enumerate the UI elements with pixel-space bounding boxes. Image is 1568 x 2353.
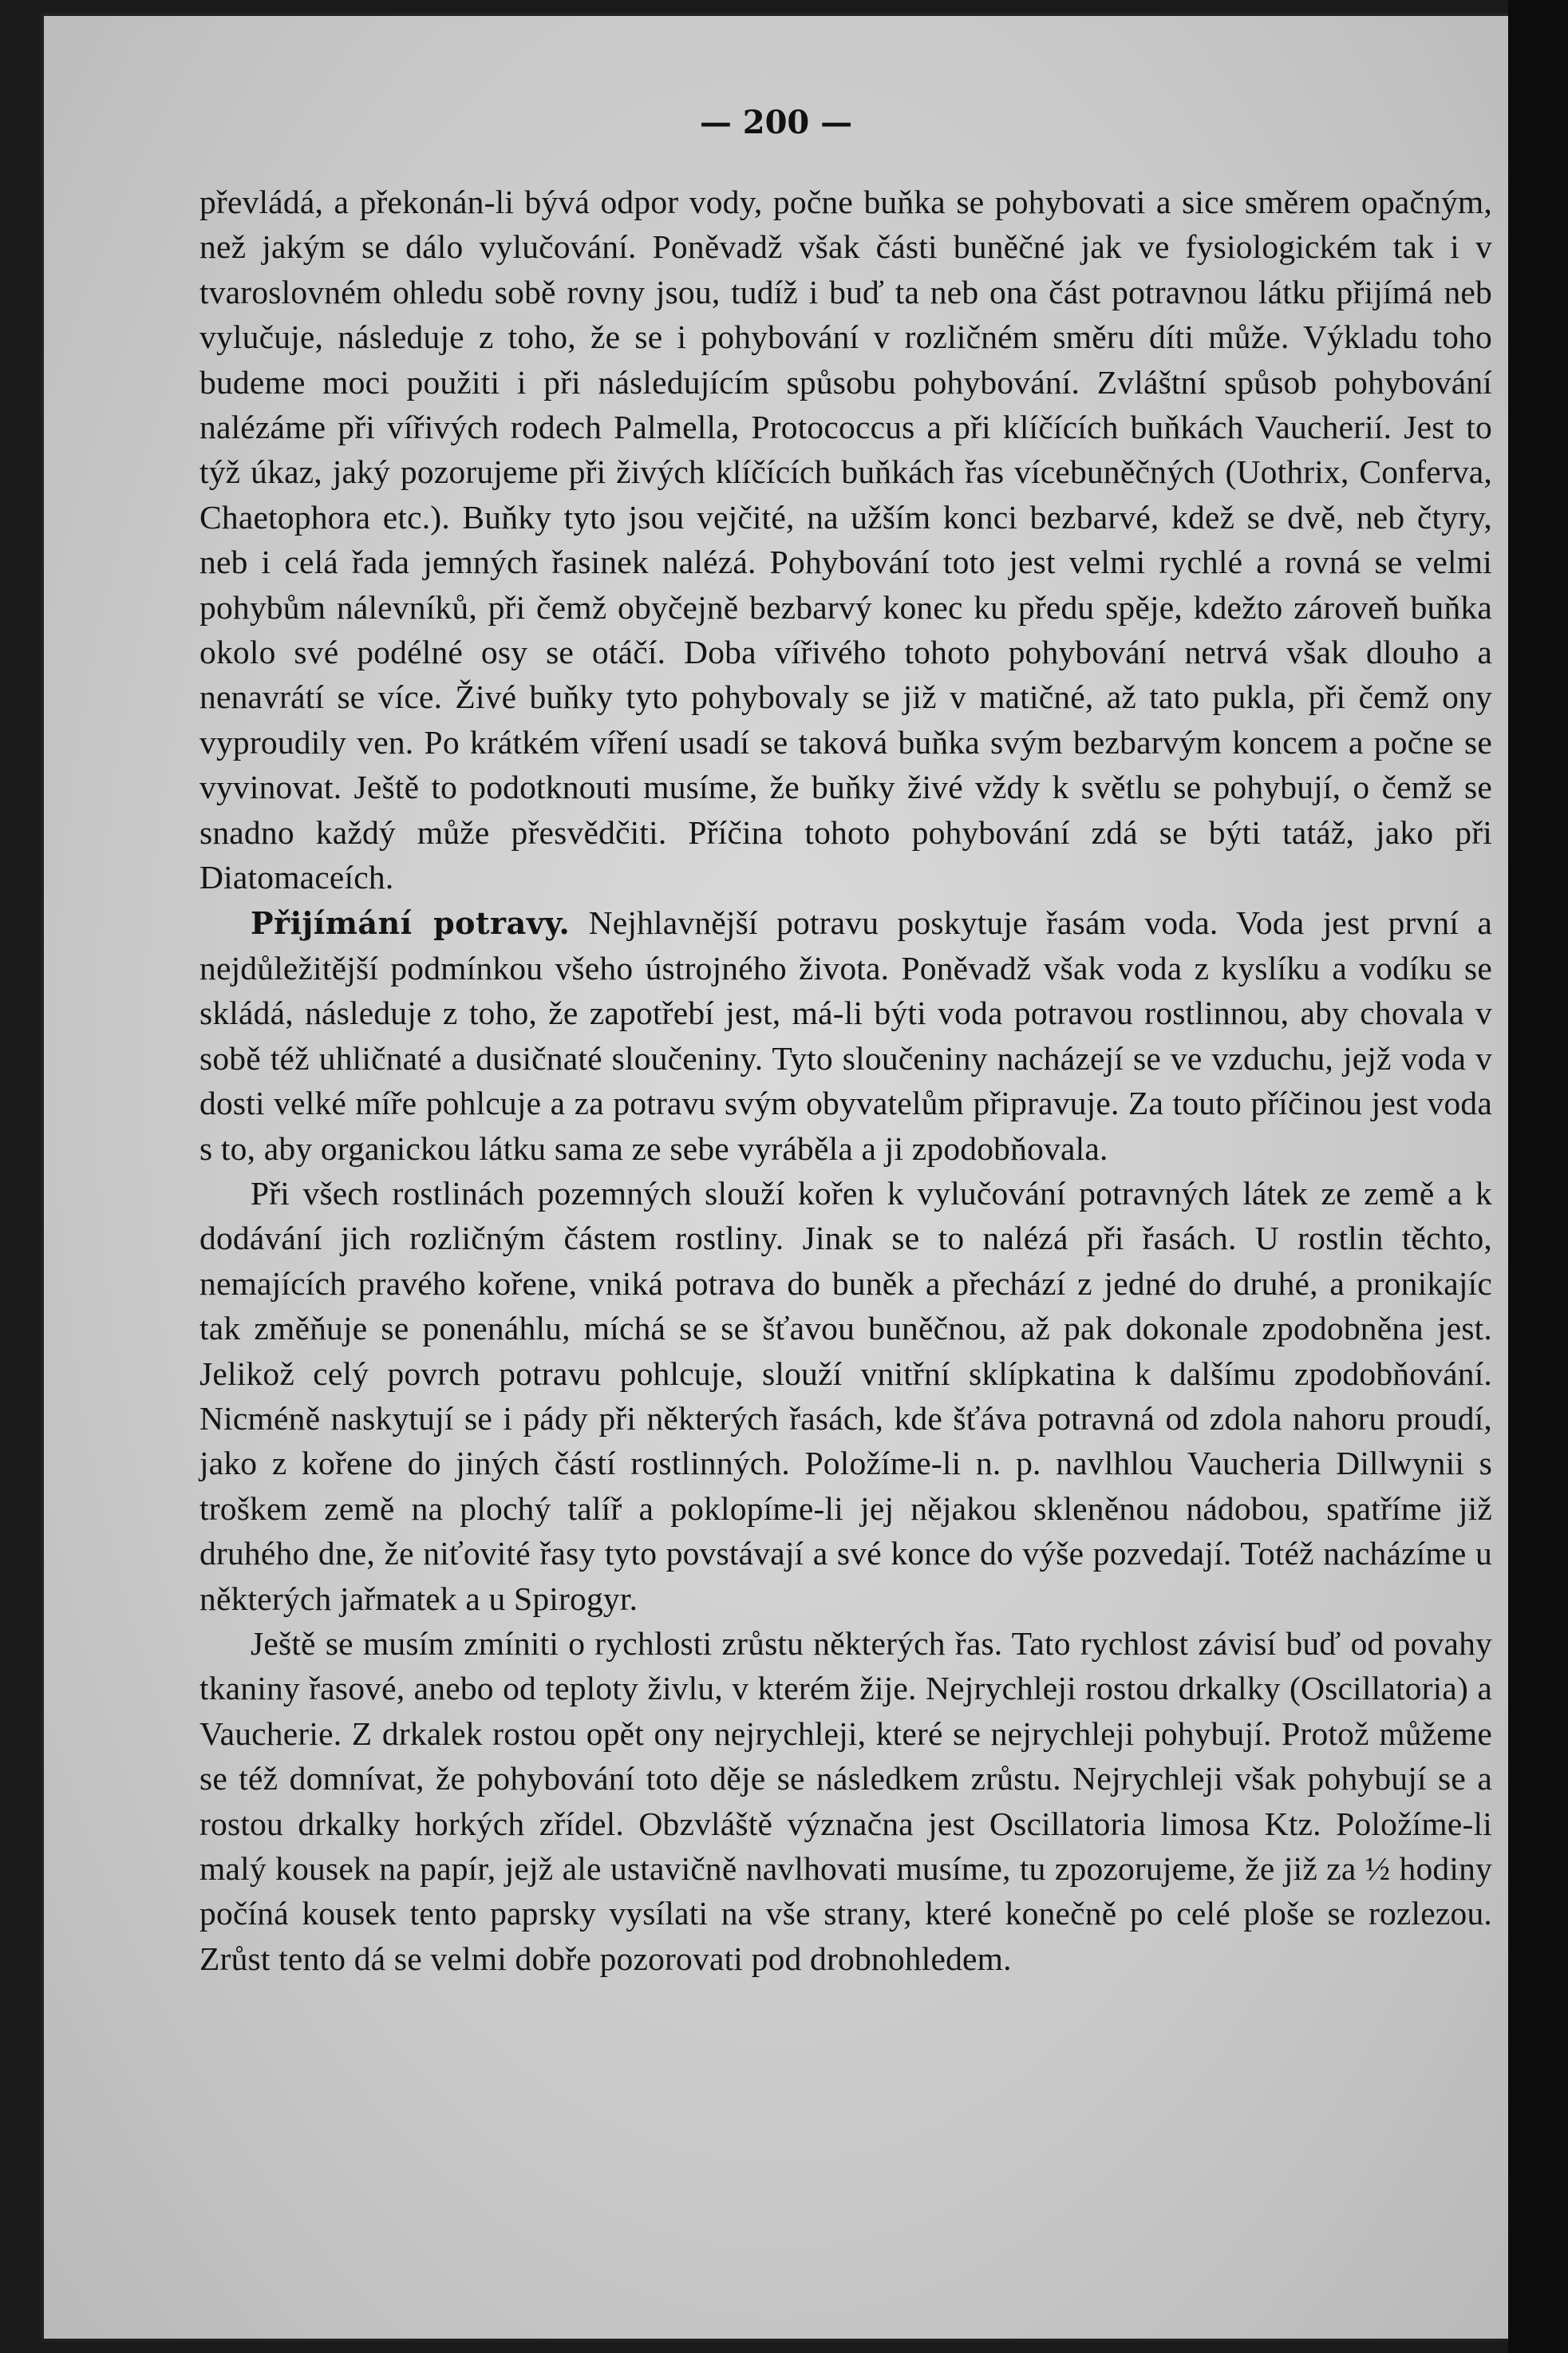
section-first-text: Nejhlavnější potravu poskytuje řasám voda. Voda jest první a nejdůležitější podmínkou všeho ústrojného života. Poněvadž však voda z kyslíku a vodíku se skládá, následuje z toho, že zapotřebí jest, má-li býti voda potravou rostlinnou, aby chovala v sobě též uhličnaté a dusičnaté sloučeniny. Tyto sloučeniny nacházejí se ve vzduchu, jejž voda v dosti velké míře pohlcuje a za potravu svým obyvatelům připravuje. Za touto příčinou jest voda s to, aby organickou látku sama ze sebe vyráběla a ji zpodobňovala.: [199, 904, 1492, 1167]
paragraph-1: převládá, a překonán-li bývá odpor vody, počne buňka se pohybovati a sice směrem opačným, než jakým se dálo vylučování. Poněvadž však části buněčné jak ve fysiologickém tak i v tvaroslovném ohledu sobě rovny jsou, tudíž i buď ta neb ona část potravnou látku přijímá neb vylučuje, následuje z toho, že se i pohybování v rozličném směru díti může. Výkladu toho budeme moci použiti i při následujícím spůsobu pohybování. Zvláštní spůsob pohybování nalézáme při vířivých rodech Palmella, Protococcus a při klíčících buňkách Vaucherií. Jest to týž úkaz, jaký pozorujeme při živých klíčících buňkách řas vícebuněčných (Uothrix, Conferva, Chaetophora etc.). Buňky tyto jsou vejčité, na užším konci bezbarvé, kdež se dvě, neb čtyry, neb i celá řada jemných řasinek nalézá. Pohybování toto jest velmi rychlé a rovná se velmi pohybům nálevníků, při čemž obyčejně bezbarvý konec ku předu spěje, kdežto zároveň buňka okolo své podélné osy se otáčí. Doba vířivého tohoto pohybování netrvá však dlouho a nenavrátí se více. Živé buňky tyto pohybovaly se již v matičné, až tato pukla, při čemž ony vyproudily ven. Po krátkém víření usadí se taková buňka svým bezbarvým koncem a počne se vyvinovat. Ještě to podotknouti musíme, že buňky živé vždy k světlu se pohybují, o čemž se snadno každý může přesvědčiti. Příčina tohoto pohybování zdá se býti tatáž, jako při Diatomaceích.: [199, 184, 1492, 896]
section-heading: Přijímání potravy.: [251, 904, 571, 941]
paragraph-nutrition: [199, 900, 1492, 1171]
scan-edge: [1508, 0, 1568, 2353]
page-number: — 200 —: [699, 104, 853, 141]
paragraph-roots: Při všech rostlinách pozemných slouží kořen k vylučování potravných látek ze země a k dodávání jich rozličným částem rostliny. Jinak se to nalézá při řasách. U rostlin těchto, nemajících pravého kořene, vniká potrava do buněk a přechází z jedné do druhé, a pronikajíc tak změňuje se ponenáhlu, míchá se se šťavou buněčnou, až pak dokonale zpodobněna jest. Jelikož celý povrch potravu pohlcuje, slouží vnitřní sklípkatina k dalšímu zpodobňování. Nicméně naskytují se i pády při některých řasách, kde šťáva potravná od zdola nahoru proudí, jako z kořene do jiných částí rostlinných. Položíme-li n. p. navlhlou Vaucheria Dillwynii s troškem země na plochý talíř a poklopíme-li jej nějakou skleněnou nádobou, spatříme již druhého dne, že niťovité řasy tyto povstávají a své konce do výše pozvedají. Totéž nacházíme u některých jařmatek a u Spirogyr.: [199, 1174, 1492, 1617]
page-text: [199, 180, 1492, 1981]
paragraph-growth: Ještě se musím zmíniti o rychlosti zrůstu některých řas. Tato rychlost závisí buď od povahy tkaniny řasové, anebo od teploty živlu, v kterém žije. Nejrychleji rostou drkalky (Oscillatoria) a Vaucherie. Z drkalek rostou opět ony nejrychleji, které se nejrychleji pohybují. Protož můžeme se též domnívat, že pohybování toto děje se následkem zrůstu. Nejrychleji však pohybují se a rostou drkalky horkých zřídel. Obzvláště význačna jest Oscillatoria limosa Ktz. Položíme-li malý kousek na papír, jejž ale ustavičně navlhovati musíme, tu zpozorujeme, že již za ½ hodiny počíná kousek tento paprsky vysílati na vše strany, které konečně po celé ploše se rozlezou. Zrůst tento dá se velmi dobře pozorovati pod drobnohledem.: [199, 1625, 1492, 1977]
book-page: [44, 16, 1508, 2339]
